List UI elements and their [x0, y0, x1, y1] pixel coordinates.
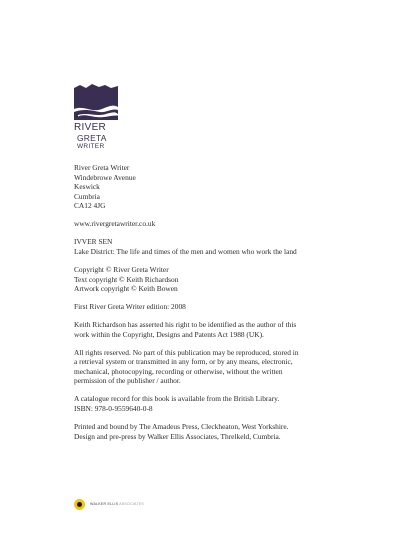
rights-line: a retrieval system or transmitted in any form, or by any means, electronic,	[74, 357, 293, 367]
design-line: Design and pre-press by Walker Ellis Associates, Threlkeld, Cumbria.	[74, 431, 281, 441]
rights-line: All rights reserved. No part of this publication may be reproduced, stored in	[74, 347, 299, 357]
printer-line: Printed and bound by The Amadeus Press, Cleckheaton, West Yorkshire.	[74, 422, 289, 431]
rights-reserved-block	[74, 348, 364, 386]
edition-line: First River Greta Writer edition: 2008	[74, 302, 186, 312]
logo-line-river: RIVER	[74, 122, 107, 133]
address-line: CA12 4JG	[74, 201, 106, 211]
designer-name: WALKER ELLIS	[90, 502, 119, 506]
rights-line: permission of the publisher / author.	[74, 376, 181, 386]
printing-block	[74, 422, 364, 441]
rights-line: mechanical, photocopying, recording or otherwise, without the written	[74, 366, 283, 376]
address-line: Windebrowe Avenue	[74, 172, 136, 182]
author-rights-block	[74, 320, 364, 339]
address-line: River Greta Writer	[74, 163, 130, 172]
book-subtitle: Lake District: The life and times of the men and women who work the land	[74, 246, 297, 256]
logo-wordmark	[74, 123, 118, 150]
address-line: Cumbria	[74, 191, 100, 201]
title-block	[74, 237, 364, 256]
copyright-line: Text copyright © Keith Richardson	[74, 274, 179, 284]
catalogue-block	[74, 394, 364, 413]
address-line: Keswick	[74, 182, 100, 192]
logo-line-greta: GRETA	[77, 133, 107, 143]
edition-block	[74, 302, 364, 312]
copyright-line: Artwork copyright © Keith Bowen	[74, 284, 178, 294]
publisher-logo	[74, 84, 118, 150]
designer-logo	[74, 498, 144, 510]
imprint-text	[74, 163, 364, 450]
publisher-address	[74, 163, 364, 211]
author-rights-line: work within the Copyright, Designs and Patents Act 1988 (UK).	[74, 329, 264, 339]
website-block	[74, 219, 364, 229]
copyright-line: Copyright © River Greta Writer	[74, 264, 169, 274]
designer-logo-text	[90, 502, 144, 506]
catalogue-line: A catalogue record for this book is available from the British Library.	[74, 394, 280, 404]
river-landscape-logo-icon	[74, 84, 118, 120]
logo-line-writer: WRITER	[77, 142, 105, 150]
book-title: IVVER SEN	[74, 237, 113, 247]
isbn-line: ISBN: 978-0-9559640-0-8	[74, 404, 153, 414]
copyright-block	[74, 265, 364, 294]
designer-logo-icon	[74, 499, 85, 510]
author-rights-line: Keith Richardson has asserted his right to be identified as the author of this	[74, 320, 297, 330]
website-url: www.rivergretawriter.co.uk	[74, 219, 156, 229]
designer-sub: ASSOCIATES	[119, 502, 144, 506]
